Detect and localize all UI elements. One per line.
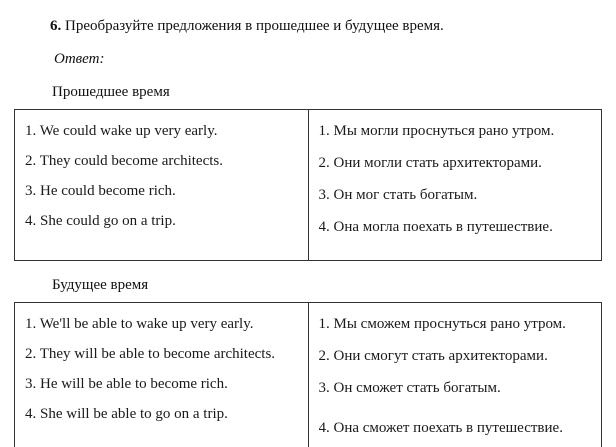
- english-sentence: 3. He could become rich.: [25, 183, 176, 199]
- english-sentence: 2. They could become architects.: [25, 153, 223, 169]
- english-column-future: [15, 303, 309, 447]
- english-column-past: [15, 110, 309, 261]
- future-tense-table: [14, 302, 602, 447]
- section-heading-future: Будущее время: [52, 277, 149, 293]
- english-sentence: 2. They will be able to become architects.: [25, 346, 276, 362]
- exercise-title: [50, 18, 602, 35]
- exercise-title-text: Преобразуйте предложения в прошедшее и будущее время.: [65, 18, 444, 34]
- english-sentence: 4. She could go on a trip.: [25, 213, 176, 229]
- english-sentence: 1. We could wake up very early.: [25, 123, 218, 139]
- russian-sentence: 4. Она могла поехать в путешествие.: [318, 219, 553, 235]
- english-sentence: 4. She will be able to go on a trip.: [25, 406, 228, 422]
- exercise-number: 6.: [50, 18, 62, 34]
- table-row: [15, 303, 602, 447]
- table-row: [15, 110, 602, 261]
- english-sentence: 3. He will be able to become rich.: [25, 376, 228, 392]
- russian-sentence: 4. Она сможет поехать в путешествие.: [318, 420, 563, 436]
- russian-column-future: [308, 303, 602, 447]
- russian-sentence: 3. Он сможет стать богатым.: [318, 380, 501, 396]
- russian-sentence: 1. Мы могли проснуться рано утром.: [318, 123, 555, 139]
- english-sentence: 1. We'll be able to wake up very early.: [25, 316, 254, 332]
- section-heading-past: Прошедшее время: [52, 84, 170, 100]
- russian-column-past: [308, 110, 602, 261]
- answer-label: Ответ:: [54, 51, 105, 67]
- russian-sentence: 2. Они смогут стать архитекторами.: [318, 348, 548, 364]
- russian-sentence: 1. Мы сможем проснуться рано утром.: [318, 316, 566, 332]
- russian-sentence: 3. Он мог стать богатым.: [318, 187, 478, 203]
- russian-sentence: 2. Они могли стать архитекторами.: [318, 155, 542, 171]
- past-tense-table: [14, 109, 602, 261]
